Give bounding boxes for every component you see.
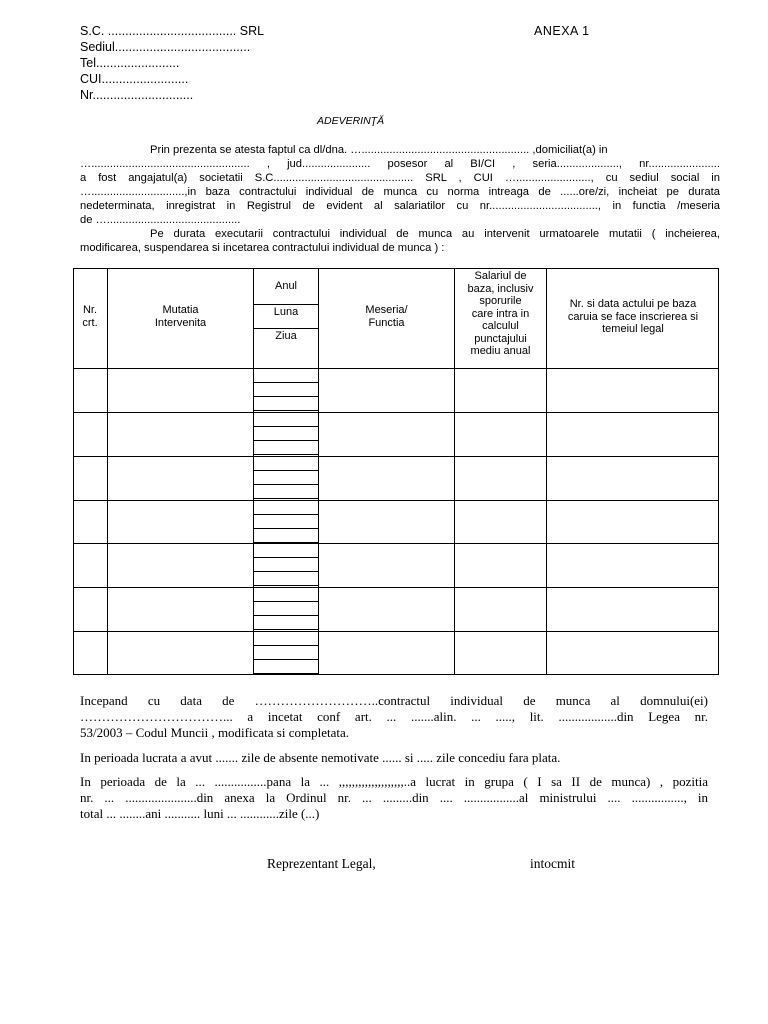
header-salariul: Salariul de baza, inclusiv sporurile care intra in calculul punctajului mediu anual — [467, 270, 534, 357]
paragraph-line: …..............................,in baza contractului individual de munca cu norma intreaga de ......ore/zi, incheiat pe durata — [80, 186, 720, 198]
header-anul: Anul — [274, 280, 298, 292]
annex-label: ANEXA 1 — [534, 24, 590, 38]
paragraph-line: total ... ........ani ........... luni ... ............zile (...) — [80, 806, 320, 821]
paragraph-line: Prin prezenta se atesta faptul ca dl/dna. …...................................................... ,domiciliat(a) in — [150, 144, 608, 156]
paragraph-line: In perioada lucrata a avut ....... zile de absente nemotivate ...... si ..... zile concediu fara plata. — [80, 750, 561, 765]
absences-paragraph — [80, 750, 708, 766]
header-luna: Luna — [273, 306, 299, 318]
company-line: S.C. ..................................... SRL — [80, 24, 265, 38]
header-ziua: Ziua — [275, 330, 297, 342]
cui-line: CUI......................... — [80, 72, 189, 86]
header-nr-crt: Nr. crt. — [82, 304, 98, 329]
header-mutatia: Mutatia Intervenita — [154, 304, 207, 329]
paragraph-line: de …........................................... — [80, 214, 241, 226]
paragraph-line: nr. ... ......................din anexa la Ordinul nr. ... .........din .... .................al ministrului .... ................, in — [80, 790, 708, 805]
work-group-paragraph — [80, 774, 708, 822]
termination-paragraph — [80, 693, 708, 741]
paragraph-line: ……………………………... a incetat conf art. ... .......alin. ... ....., lit. ..................din Legea nr. — [80, 709, 708, 724]
mutations-table — [73, 268, 719, 675]
mutations-paragraph — [80, 227, 720, 255]
attestation-paragraph — [80, 143, 720, 227]
paragraph-line: 53/2003 – Codul Muncii , modificata si completata. — [80, 725, 349, 740]
paragraph-line: Pe durata executarii contractului individual de munca au intervenit urmatoarele mutatii ( incheierea, — [150, 228, 720, 240]
paragraph-line: …................................................... , jud...................... posesor al BI/CI , seria...................., nr....................... — [80, 158, 720, 170]
paragraph-line: a fost angajatul(a) societatii S.C............................................. SRL , CUI …........................, cu sediul social in — [80, 172, 720, 184]
header-meseria: Meseria/ Functia — [365, 304, 408, 329]
document-title: ADEVERINŢĂ — [317, 115, 385, 127]
paragraph-line: Incepand cu data de ………………………..contractul individual de munca al domnului(ei) — [80, 693, 708, 708]
paragraph-line: nedeterminata, inregistrat in Registrul de evident al salariatilor cu nr..................................., in functia /meseria — [80, 200, 720, 212]
paragraph-line: In perioada de la ... ................pana la ... ,,,,,,,,,,,,,,,,,,,,..a lucrat in grupa ( I sa II de munca) , pozitia — [80, 774, 708, 789]
paragraph-line: modificarea, suspendarea si incetarea contractului individual de munca ) : — [80, 242, 445, 254]
header-actul: Nr. si data actului pe baza caruia se face inscrierea si temeiul legal — [567, 298, 699, 335]
sediu-line: Sediul....................................... — [80, 40, 251, 54]
nr-line: Nr............................. — [80, 88, 194, 102]
signature-legal-representative: Reprezentant Legal, — [267, 856, 376, 871]
signature-prepared-by: intocmit — [530, 856, 575, 871]
tel-line: Tel........................ — [80, 56, 180, 70]
